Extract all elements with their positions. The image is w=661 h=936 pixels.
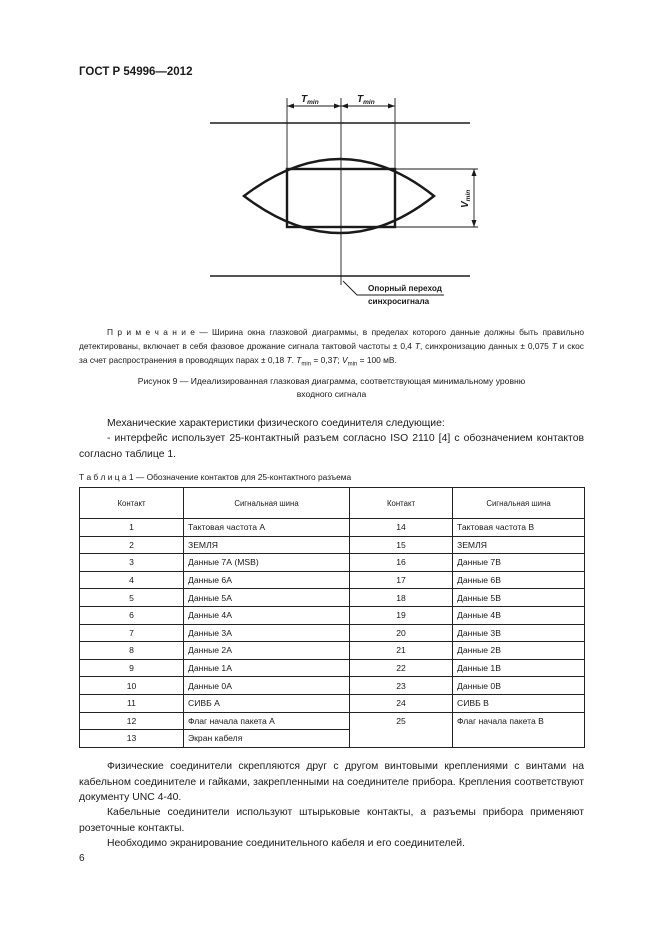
sync-signal-label: синхросигнала (368, 297, 430, 306)
contact-cell: 25 (350, 712, 453, 730)
table-caption: Т а б л и ц а 1 — Обозначение контактов для 25-контактного разъема (79, 472, 352, 482)
contact-cell: 3 (80, 554, 184, 572)
table-row (80, 589, 585, 607)
contact-cell: 16 (350, 554, 453, 572)
signal-cell: Данные 2А (184, 642, 350, 660)
signal-cell: Данные 1В (453, 659, 585, 677)
header-signal-bus: Сигнальная шина (184, 488, 350, 519)
table-header-row (80, 488, 585, 519)
signal-cell: Данные 4В (453, 606, 585, 624)
signal-cell: Экран кабеля (184, 730, 350, 748)
t-min-label-right: $T_{min}$ (357, 94, 375, 106)
table-row (80, 730, 585, 748)
signal-cell: Данные 5В (453, 589, 585, 607)
signal-cell: СИВБ А (184, 694, 350, 712)
v-min-label: $V_{min}$ (460, 189, 472, 208)
signal-cell: Данные 3В (453, 624, 585, 642)
signal-cell: Тактовая частота В (453, 519, 585, 537)
signal-cell (453, 730, 585, 748)
table-row (80, 694, 585, 712)
signal-cell: Флаг начала пакета В (453, 712, 585, 730)
table-row (80, 554, 585, 572)
signal-cell: Данные 7А (MSB) (184, 554, 350, 572)
contact-cell: 2 (80, 536, 184, 554)
header-contact: Контакт (80, 488, 184, 519)
contact-cell: 23 (350, 677, 453, 695)
contact-cell: 8 (80, 642, 184, 660)
contact-cell: 15 (350, 536, 453, 554)
reference-transition-label: Опорный переход (368, 284, 442, 293)
contact-cell: 11 (80, 694, 184, 712)
header-contact: Контакт (350, 488, 453, 519)
figure-caption (79, 375, 584, 401)
signal-cell: Данные 5А (184, 589, 350, 607)
table-row (80, 677, 585, 695)
figure-note: П р и м е ч а н и е — Ширина окна глазковой диаграммы, в пределах которого данные должны быть правильно детектированы, включает в себя фазовое дрожание сигнала тактовой частоты ± 0,4 T, синхронизацию данных ± 0,075 T и скос за счет распространения в проводящих парах ± 0,18 T. $T_{min} = 0,3T$; $V_{min} = 100$ мВ. (79, 327, 584, 368)
body-paragraph-3: Необходимо экранирование соединительного кабеля и его соединителей. (107, 838, 465, 849)
table-row (80, 606, 585, 624)
contact-cell: 21 (350, 642, 453, 660)
page-number: 6 (79, 853, 85, 864)
contact-cell: 9 (80, 659, 184, 677)
figure-caption-line1: Рисунок 9 — Идеализированная глазковая диаграмма, соответствующая минимальному уровню (137, 376, 526, 386)
signal-cell: Данные 7В (453, 554, 585, 572)
contact-cell: 14 (350, 519, 453, 537)
header-signal-bus: Сигнальная шина (453, 488, 585, 519)
contact-cell: 24 (350, 694, 453, 712)
contact-cell: 22 (350, 659, 453, 677)
contact-cell: 7 (80, 624, 184, 642)
signal-cell: Данные 1А (184, 659, 350, 677)
contact-cell: 17 (350, 571, 453, 589)
table-row (80, 571, 585, 589)
eye-diagram (200, 90, 500, 315)
table-row (80, 659, 585, 677)
signal-cell: Тактовая частота А (184, 519, 350, 537)
table-row (80, 536, 585, 554)
table-row (80, 642, 585, 660)
signal-cell: ЗЕМЛЯ (184, 536, 350, 554)
document-header: ГОСТ Р 54996—2012 (79, 66, 193, 78)
contacts-table (79, 487, 585, 748)
signal-cell: Данные 6В (453, 571, 585, 589)
contact-cell: 6 (80, 606, 184, 624)
figure-caption-line2: входного сигнала (296, 389, 367, 399)
contact-cell: 5 (80, 589, 184, 607)
signal-cell: Флаг начала пакета А (184, 712, 350, 730)
signal-cell: Данные 4А (184, 606, 350, 624)
body-paragraph-2: Кабельные соединители используют штырьковые контакты, а разъемы прибора применяют розеточные контакты. (79, 807, 584, 834)
t-min-label-left: $T_{min}$ (301, 94, 319, 106)
contact-cell: 10 (80, 677, 184, 695)
signal-cell: ЗЕМЛЯ (453, 536, 585, 554)
signal-cell: Данные 3А (184, 624, 350, 642)
contact-cell: 1 (80, 519, 184, 537)
table-row (80, 519, 585, 537)
interface-item: - интерфейс использует 25-контактный разъем согласно ISO 2110 [4] с обозначением контактов согласно таблице 1. (79, 433, 584, 460)
mechanical-intro: Механические характеристики физического соединителя следующие: (107, 418, 445, 429)
signal-cell: Данные 6А (184, 571, 350, 589)
signal-cell: СИВБ В (453, 694, 585, 712)
body-paragraph-1: Физические соединители скрепляются друг с другом винтовыми креплениями с винтами на кабельном соединителе и гайками, закрепленными на соединителе прибора. Крепления соответствуют документу UNC 4-40. (79, 761, 584, 803)
contact-cell: 19 (350, 606, 453, 624)
table-row (80, 624, 585, 642)
contact-cell: 20 (350, 624, 453, 642)
signal-cell: Данные 0А (184, 677, 350, 695)
table-row (80, 712, 585, 730)
contact-cell (350, 730, 453, 748)
contact-cell: 12 (80, 712, 184, 730)
contact-cell: 4 (80, 571, 184, 589)
contact-cell: 13 (80, 730, 184, 748)
signal-cell: Данные 2В (453, 642, 585, 660)
contact-cell: 18 (350, 589, 453, 607)
signal-cell: Данные 0В (453, 677, 585, 695)
